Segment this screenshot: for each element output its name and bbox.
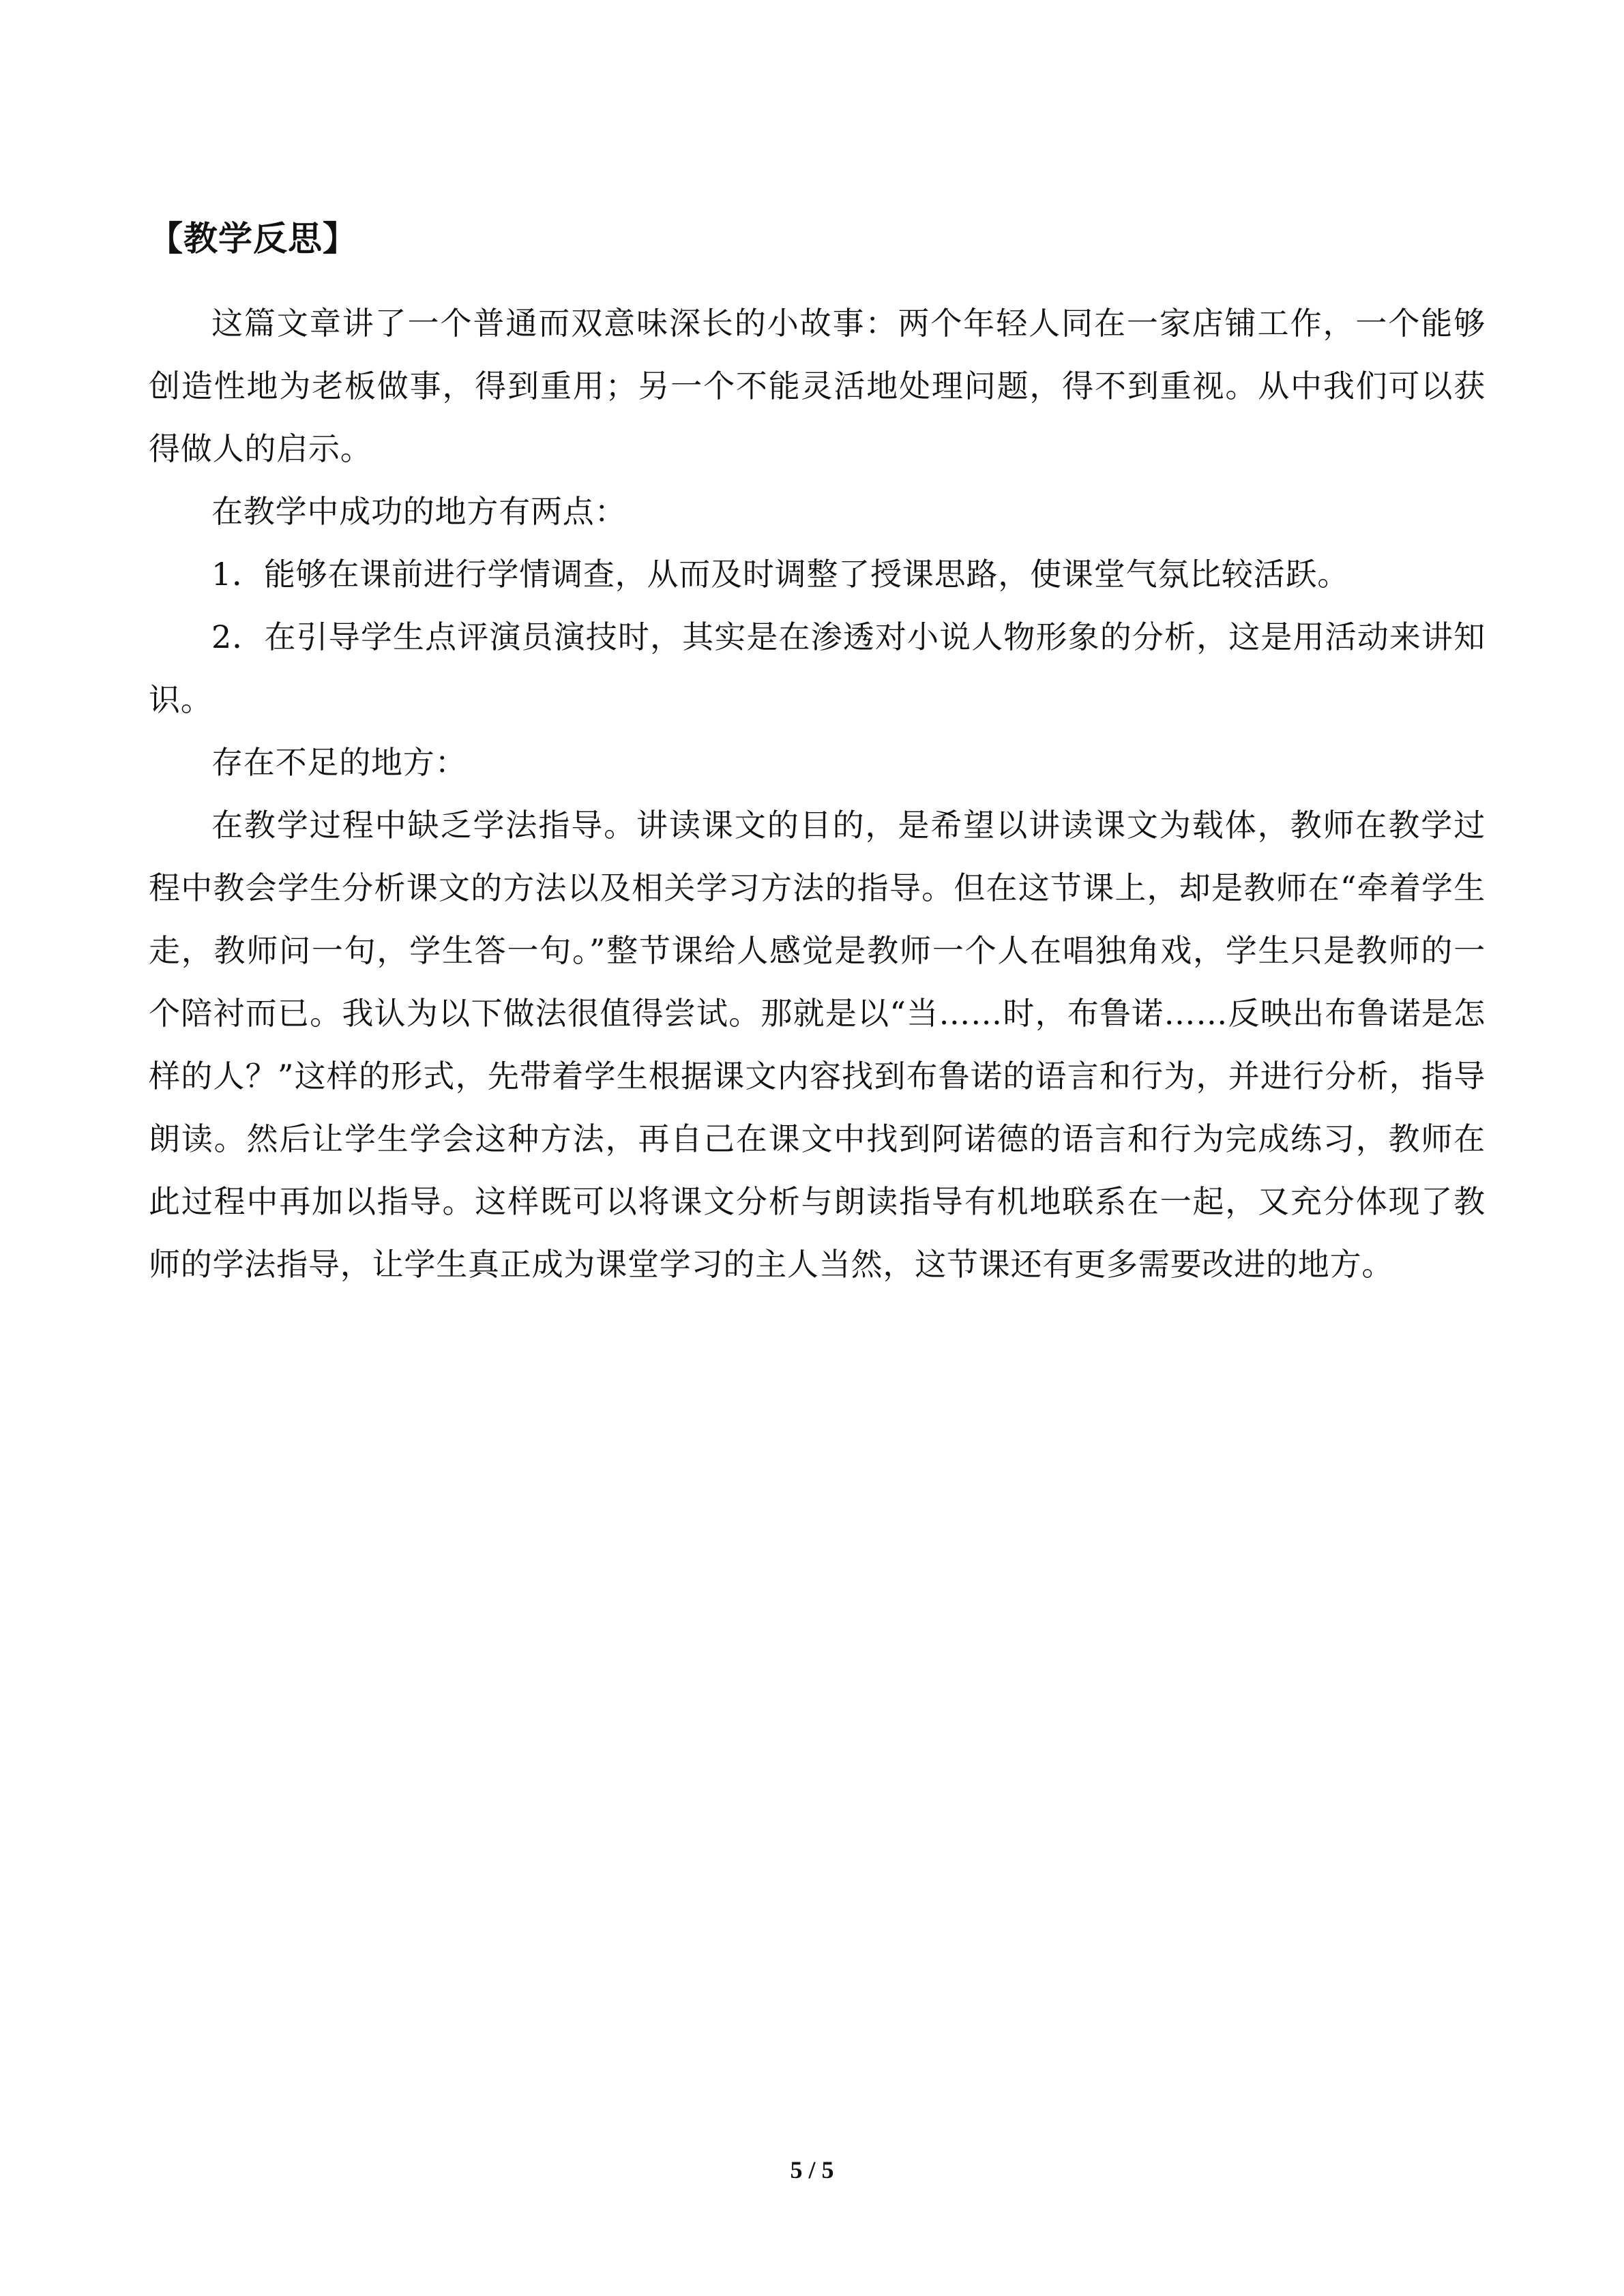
paragraph-summary: 这篇文章讲了一个普通而双意味深长的小故事：两个年轻人同在一家店铺工作，一个能够创造性地为老板做事，得到重用；另一个不能灵活地处理问题，得不到重视。从中我们可以获得做人的启示。 bbox=[149, 305, 1486, 467]
paragraph-shortcoming-intro: 存在不足的地方： bbox=[211, 744, 467, 781]
paragraph-success-1: 1．能够在课前进行学情调查，从而及时调整了授课思路，使课堂气氛比较活跃。 bbox=[211, 556, 1350, 593]
section-heading: 【教学反思】 bbox=[149, 218, 357, 258]
paragraph-success-2: 2．在引导学生点评演员演技时，其实是在渗透对小说人物形象的分析，这是用活动来讲知识。 bbox=[149, 618, 1486, 718]
body-text bbox=[149, 292, 1486, 1296]
page-number: 5 / 5 bbox=[790, 2156, 834, 2183]
paragraph-success-intro: 在教学中成功的地方有两点： bbox=[211, 493, 627, 530]
paragraph-shortcoming-detail: 在教学过程中缺乏学法指导。讲读课文的目的，是希望以讲读课文为载体，教师在教学过程中教会学生分析课文的方法以及相关学习方法的指导。但在这节课上，却是教师在“牵着学生走，教师问一句，学生答一句。”整节课给人感觉是教师一个人在唱独角戏，学生只是教师的一个陪衬而已。我认为以下做法很值得尝试。那就是以“当……时，布鲁诺……反映出布鲁诺是怎样的人？”这样的形式，先带着学生根据课文内容找到布鲁诺的语言和行为，并进行分析，指导朗读。然后让学生学会这种方法，再自己在课文中找到阿诺德的语言和行为完成练习，教师在此过程中再加以指导。这样既可以将课文分析与朗读指导有机地联系在一起，又充分体现了教师的学法指导，让学生真正成为课堂学习的主人当然，这节课还有更多需要改进的地方。 bbox=[149, 807, 1486, 1283]
